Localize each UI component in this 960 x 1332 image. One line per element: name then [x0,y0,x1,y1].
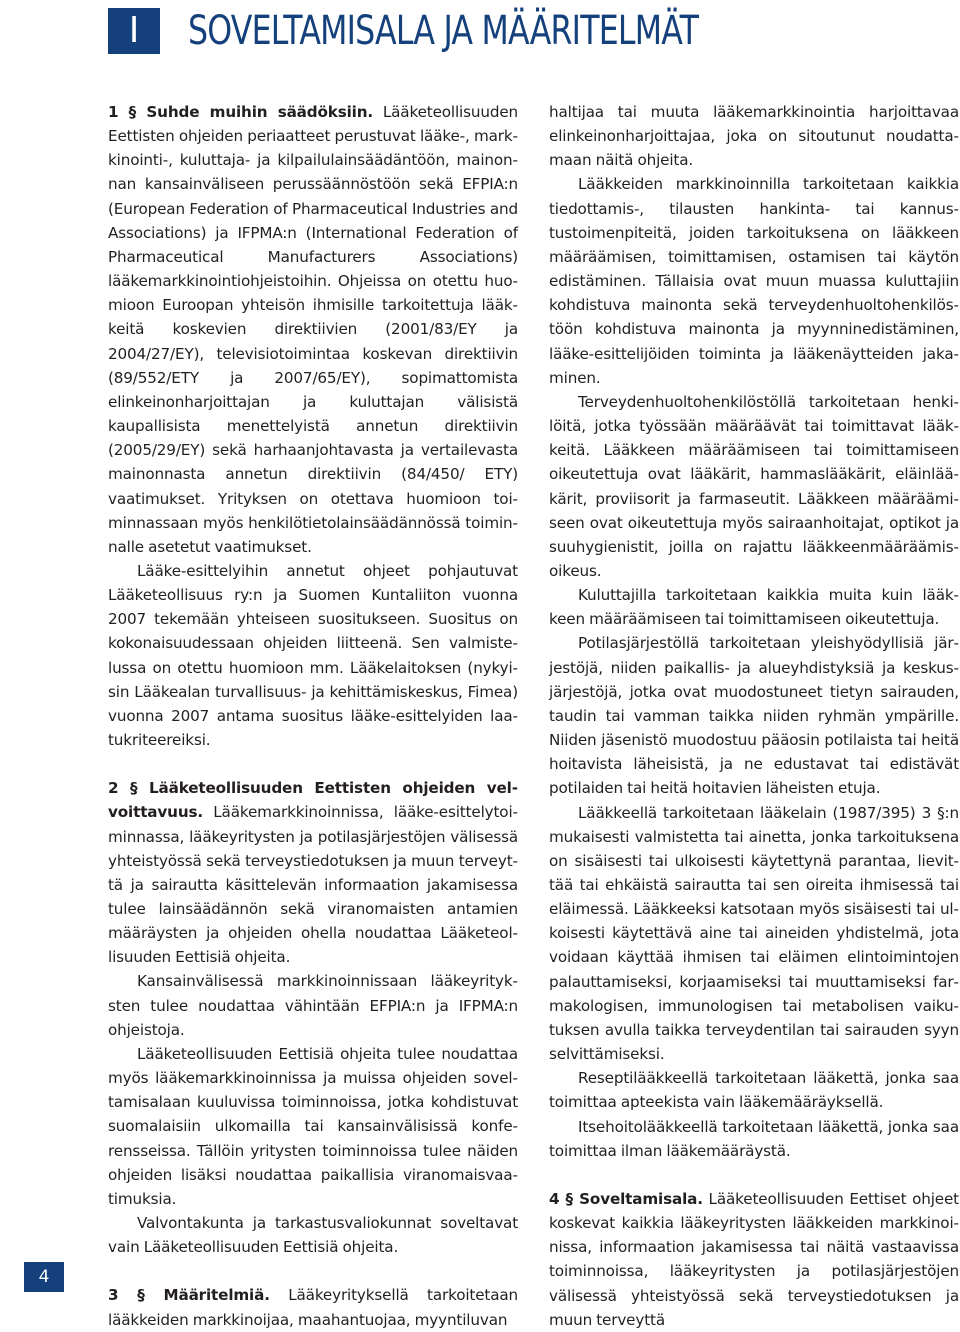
section-1 [108,100,518,559]
section-1-heading: 1 § Suhde muihin säädöksiin. [108,103,374,121]
section-2-text: Lääkemarkkinoinnissa, lääke-esittelytoiminnassa, lääkeyritysten ja potilasjärjestöjen välisessä yhteistyössä sekä terveystiedotuksen ja muun terveyttä ja sairautta käsittelevän informaation jakamisessa tulee lainsäädännön sekä viranomaisten antamien määräysten ja ohjeiden ohella noudattaa Lääketeollisuuden Eettisiä ohjeita. [108,803,518,967]
paragraph: Lääke-esittelyihin annetut ohjeet pohjautuvat Lääketeollisuus ry:n ja Suomen Kuntaliiton vuonna 2007 tekemään yhteiseen suositukseen. Suositus on kokonaisuudessaan ohjeiden liitteenä. Sen valmistelussa on otettu huomioon mm. Lääkelaitoksen (nykyisin Lääkealan turvallisuus- ja kehittämiskeskus, Fimea) vuonna 2007 antama suositus lääke-esittelyiden laatukriteereiksi. [108,561,518,750]
section-2 [108,776,518,969]
right-column [549,100,959,1332]
section-3-heading: 3 § Määritelmiä. [108,1286,270,1305]
paragraph: Kuluttajilla tarkoitetaan kaikkia muita kuin lääkkeen määräämiseen tai toimittamiseen oikeutettuja. [549,586,959,629]
paragraph: Potilasjärjestöllä tarkoitetaan yleishyödyllisiä järjestöjä, niiden paikallis- ja alueyhdistyksiä ja keskusjärjestöjä, jotka ovat muodostuneet tietyn sairauden, taudin tai vamman taikka niiden ryhmän ympärille. Niiden jäsenistö muodostuu pääosin potilaista tai heitä hoitavista läheisistä, ja ne edustavat tai edistävät potilaiden tai heitä hoitavien läheisten etuja. [549,634,959,798]
paragraph: Itsehoitolääkkeellä tarkoitetaan lääkettä, jonka saa toimittaa ilman lääkemääräystä. [549,1117,959,1160]
paragraph: Lääketeollisuuden Eettisiä ohjeita tulee noudattaa myös lääkemarkkinoinnissa ja muissa ohjeiden soveltamisalaan kuuluvissa toiminnoissa, jotka kohdistuvat suomalaisiin ulkomailla tai kansainvälisissä konferensseissa. Tällöin yritysten toiminnoissa tulee näiden ohjeiden lisäksi noudattaa paikallisia viranomaisvaatimuksia. [108,1044,518,1208]
section-3-text: Lääkeyrityksellä tarkoitetaan lääkkeiden markkinoijaa, maahantuojaa, myyntiluvan [108,1286,518,1329]
paragraph: Terveydenhuoltohenkilöstöllä tarkoitetaan henkilöitä, jotka työssään määräävät tai toimittavat lääkkeitä. Lääkkeen määräämiseen tai toimittamiseen oikeutettuja ovat lääkärit, hammaslääkärit, eläinlääkärit, proviisorit ja farmaseutit. Lääkkeen määräämiseen ovat oikeutettuja myös sairaanhoitajat, optikot ja suuhygienistit, joilla on rajattu lääkkeenmääräämisoikeus. [549,392,959,580]
paragraph: Lääkkeiden markkinoinnilla tarkoitetaan kaikkia tiedottamis-, tilausten hankinta- tai kannustustoimenpiteitä, joiden tarkoituksena on lääkkeen määräämisen, toimittamisen, ostamisen tai käytön edistäminen. Tällaisia ovat muun muassa kuluttajiin kohdistuva mainonta sekä terveydenhuoltohenkilöstöön kohdistuva mainonta ja myynninedistäminen, lääke-esittelijöiden toiminta ja lääkenäytteiden jakaminen. [549,175,959,387]
chapter-title: SOVELTAMISALA JA MÄÄRITELMÄT [188,8,699,54]
section-4 [549,1187,959,1332]
paragraph: Lääkkeellä tarkoitetaan lääkelain (1987/395) 3 §:n mukaisesti valmistetta tai ainetta, jonka tarkoituksena on sisäisesti tai ulkoisesti käytettynä parantaa, lievittää tai ehkäistä sairautta tai sen oireita ihmisessä tai eläimessä. Lääkkeeksi katsotaan myös sisäisesti tai ulkoisesti käytettävä aine tai aineiden yhdistelmä, jota voidaan käyttää ihmisen tai eläimen elintoimintojen palauttamiseksi, korjaamiseksi tai muuttamiseksi farmakologisen, immunologisen tai metabolisen vaikutuksen avulla taikka terveydentilan tai sairauden syyn selvittämiseksi. [549,803,959,1064]
left-column [108,100,518,1332]
section-4-heading: 4 § Soveltamisala. [549,1189,703,1208]
chapter-number: I [128,10,140,51]
section-2-heading: 2 § Lääketeollisuuden Eettisten ohjeiden velvoittavuus. [108,779,518,822]
page-number: 4 [38,1267,50,1287]
page-number-box [24,1262,64,1292]
paragraph: Kansainvälisessä markkinoinnissaan lääkeyrityksten tulee noudattaa vähintään EFPIA:n ja IFPMA:n ohjeistoja. [108,972,518,1039]
paragraph: Reseptilääkkeellä tarkoitetaan lääkettä, jonka saa toimittaa apteekista vain lääkemääräyksellä. [549,1069,959,1112]
paragraph: haltijaa tai muuta lääkemarkkinointia harjoittavaa elinkeinonharjoittajaa, joka on sitoutunut noudattamaan näitä ohjeita. [549,103,959,170]
section-1-text: Lääketeollisuuden Eettisten ohjeiden periaatteet perustuvat lääke-, markkinointi-, kuluttaja- ja kilpailulainsäädäntöön, mainonnan kansainväliseen perussäännöstöön sekä EFPIA:n (European Federation of Pharmaceutical Industries and Associations) ja IFPMA:n (International Federation of Pharmaceutical Manufacturers Associations) lääkemarkkinointiohjeistoihin. Ohjeissa on otettu huomioon Euroopan yhteisön ihmisille tarkoitettuja lääkkeitä koskevien direktiivien (2001/83/EY ja 2004/27/EY), televisiotoimintaa koskevan direktiivin (89/552/ETY ja 2007/65/EY), sopimattomista elinkeinonharjoittajan ja kuluttajan välisistä kaupallisista menettelyistä annetun direktiivin (2005/29/EY) sekä harhaanjohtavasta ja vertailevasta mainonnasta annetun direktiivin (84/450/ ETY) vaatimukset. Yrityksen on otettava huomioon toiminnassaan myös henkilötietolainsäädännössä toiminnalle asetetut vaatimukset. [108,103,518,556]
paragraph: Valvontakunta ja tarkastusvaliokunnat soveltavat vain Lääketeollisuuden Eettisiä ohjeita. [108,1214,518,1257]
section-3 [108,1283,518,1331]
section-4-text: Lääketeollisuuden Eettiset ohjeet koskevat kaikkia lääkeyritysten lääkkeiden markkinoinissa, informaation jakamisessa tai näitä vastaavissa toiminnoissa, lääkeyritysten ja potilasjärjestöjen välisessä yhteistyössä sekä terveystiedotuksen ja muun terveyttä [549,1189,959,1329]
chapter-number-box [108,8,160,54]
